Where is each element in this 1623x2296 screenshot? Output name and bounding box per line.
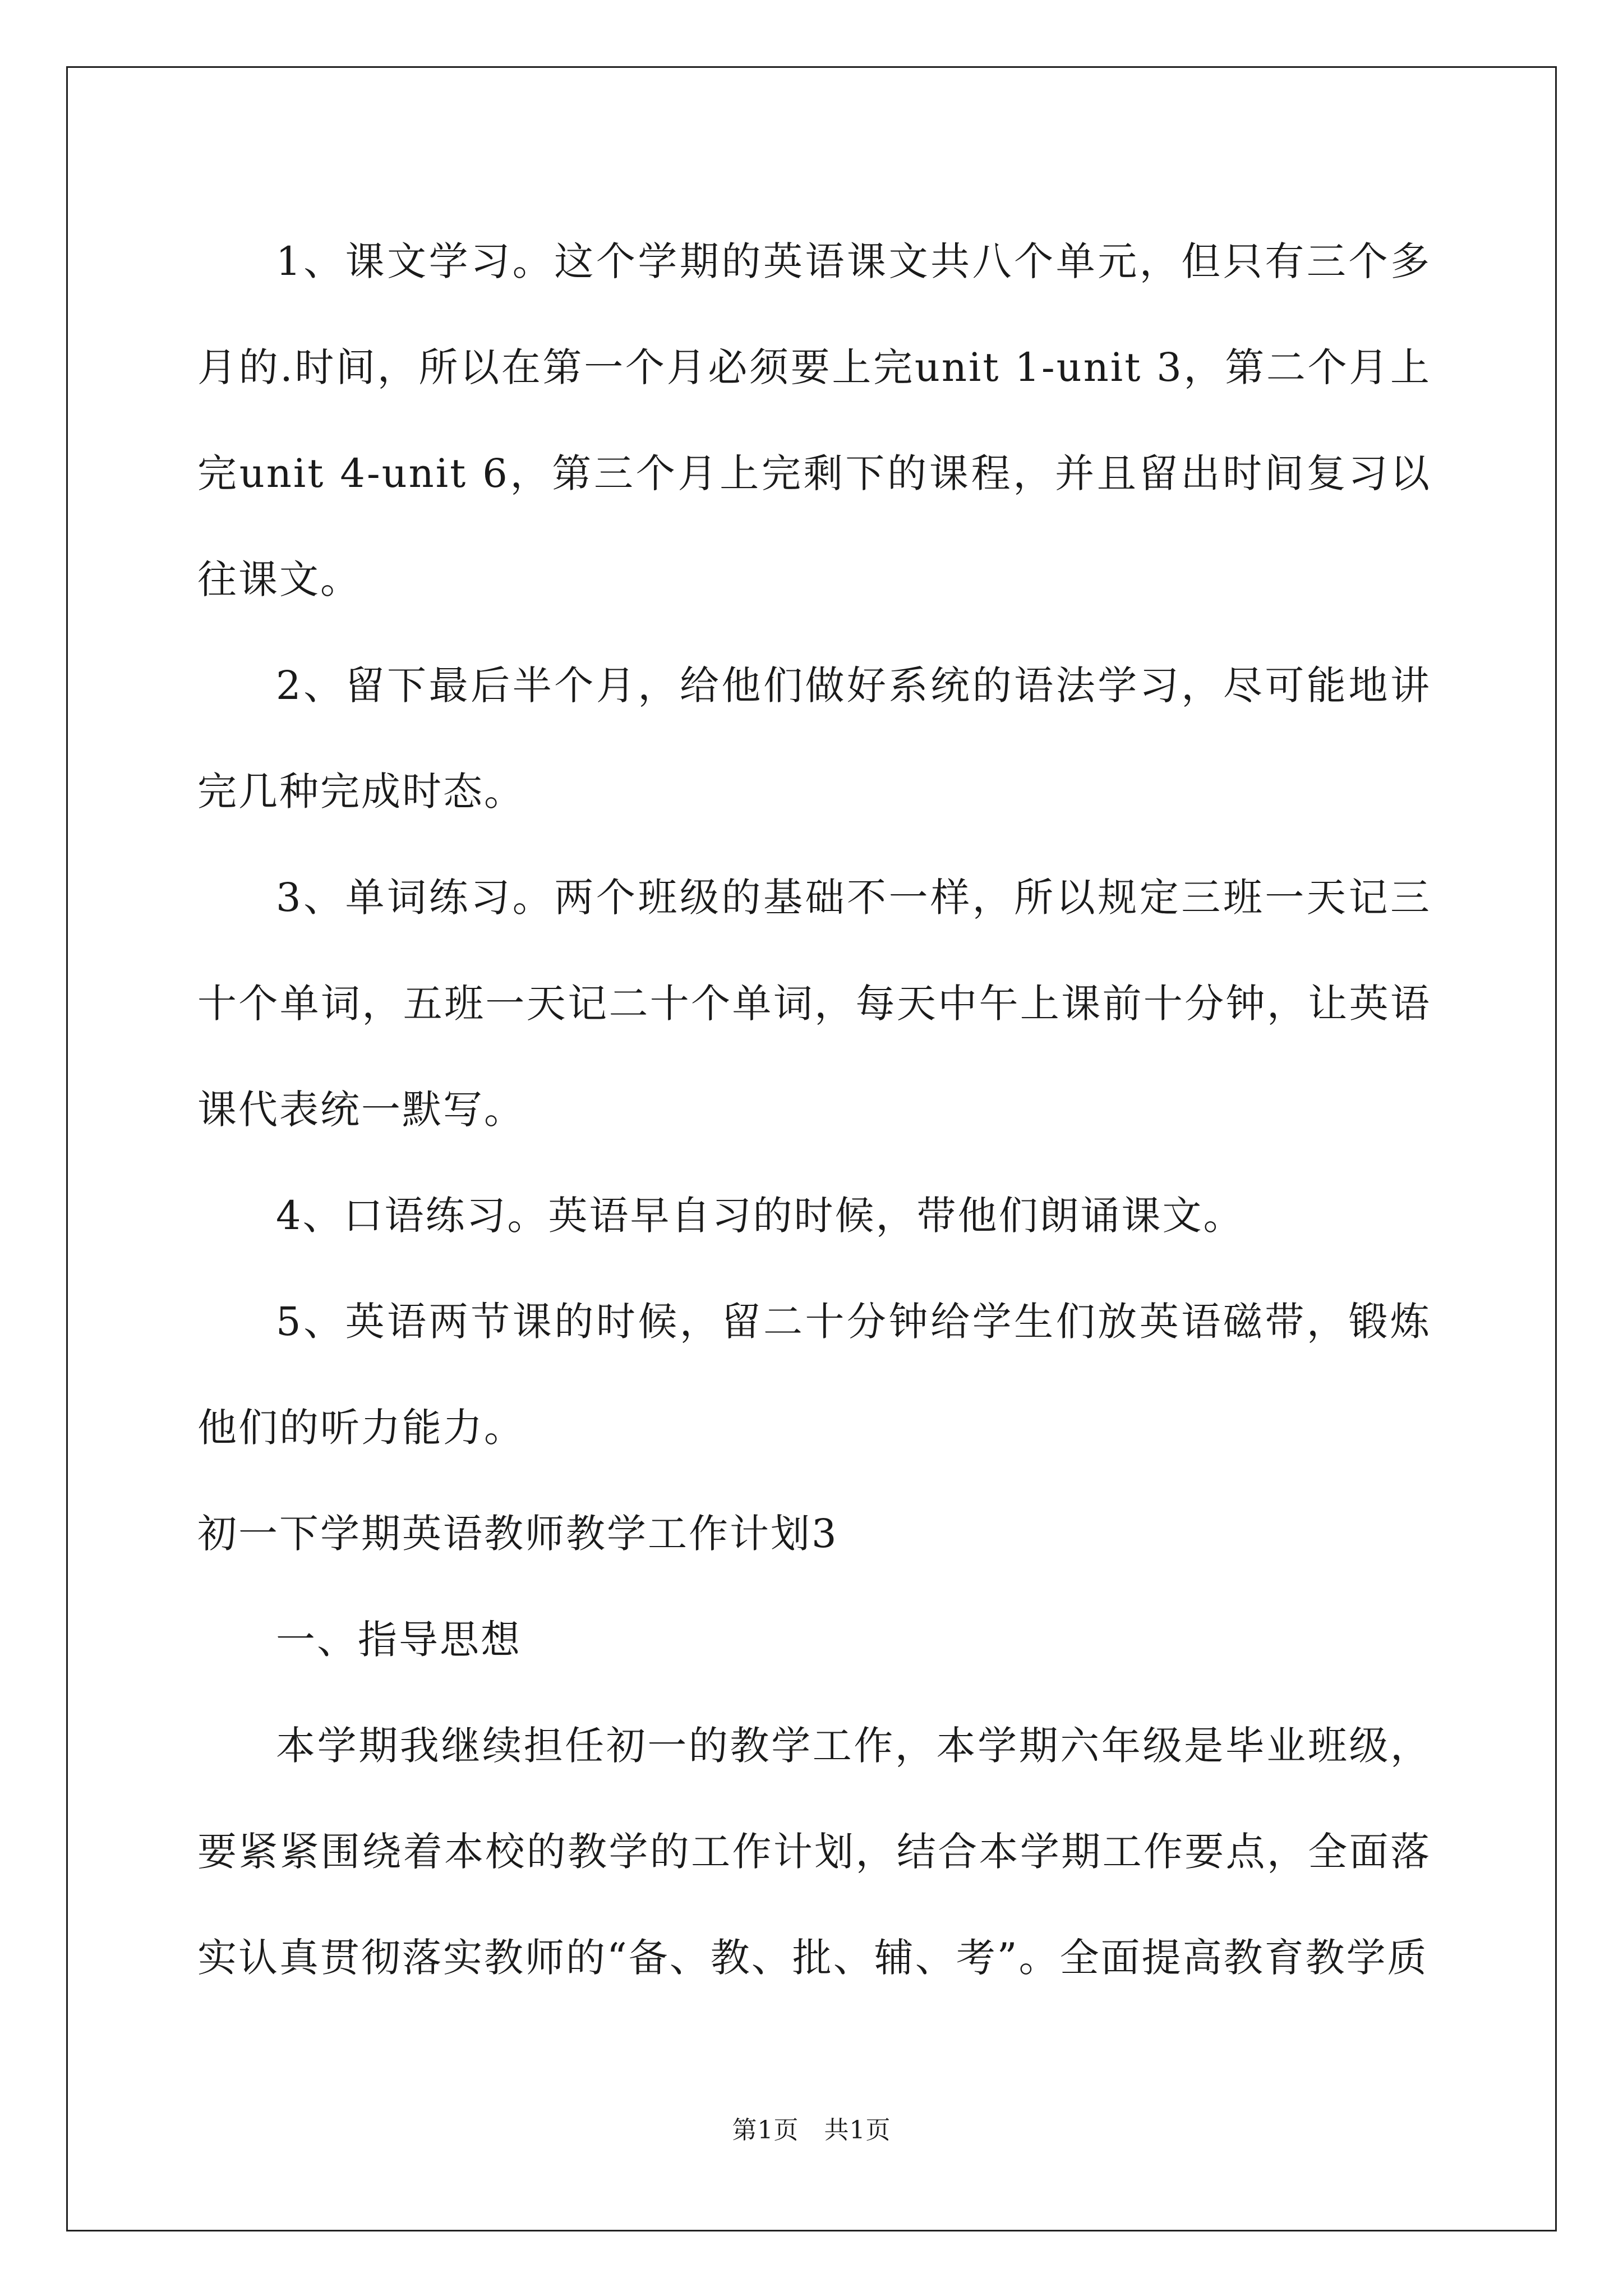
paragraph-course-study: 1、课文学习。这个学期的英语课文共八个单元，但只有三个多月的.时间，所以在第一个月必须要上完unit 1-unit 3，第二个月上完unit 4-unit 6，第三个月上完剩下的课程，并且留出时间复习以往课文。: [197, 238, 1431, 602]
paragraph-grammar: 2、留下最后半个月，给他们做好系统的语法学习，尽可能地讲完几种完成时态。: [197, 662, 1431, 815]
section-heading: 初一下学期英语教师教学工作计划3: [197, 1511, 838, 1557]
page-footer: 第1页 共1页: [732, 2116, 891, 2145]
paragraph-vocabulary: 3、单词练习。两个班级的基础不一样，所以规定三班一天记三十个单词，五班一天记二十个单词，每天中午上课前十分钟，让英语课代表统一默写。: [197, 875, 1431, 1133]
paragraph-oral-practice: 4、口语练习。英语早自习的时候，带他们朗诵课文。: [276, 1193, 1244, 1239]
subsection-heading: 一、指导思想: [276, 1617, 522, 1663]
document-body: [197, 209, 1431, 2011]
paragraph-guiding-thought: 本学期我继续担任初一的教学工作，本学期六年级是毕业班级，要紧紧围绕着本校的教学的工作计划，结合本学期工作要点，全面落实认真贯彻落实教师的“备、教、批、辅、考”。全面提高教育教学质: [197, 1723, 1431, 1981]
paragraph-listening: 5、英语两节课的时候，留二十分钟给学生们放英语磁带，锻炼他们的听力能力。: [197, 1299, 1431, 1451]
